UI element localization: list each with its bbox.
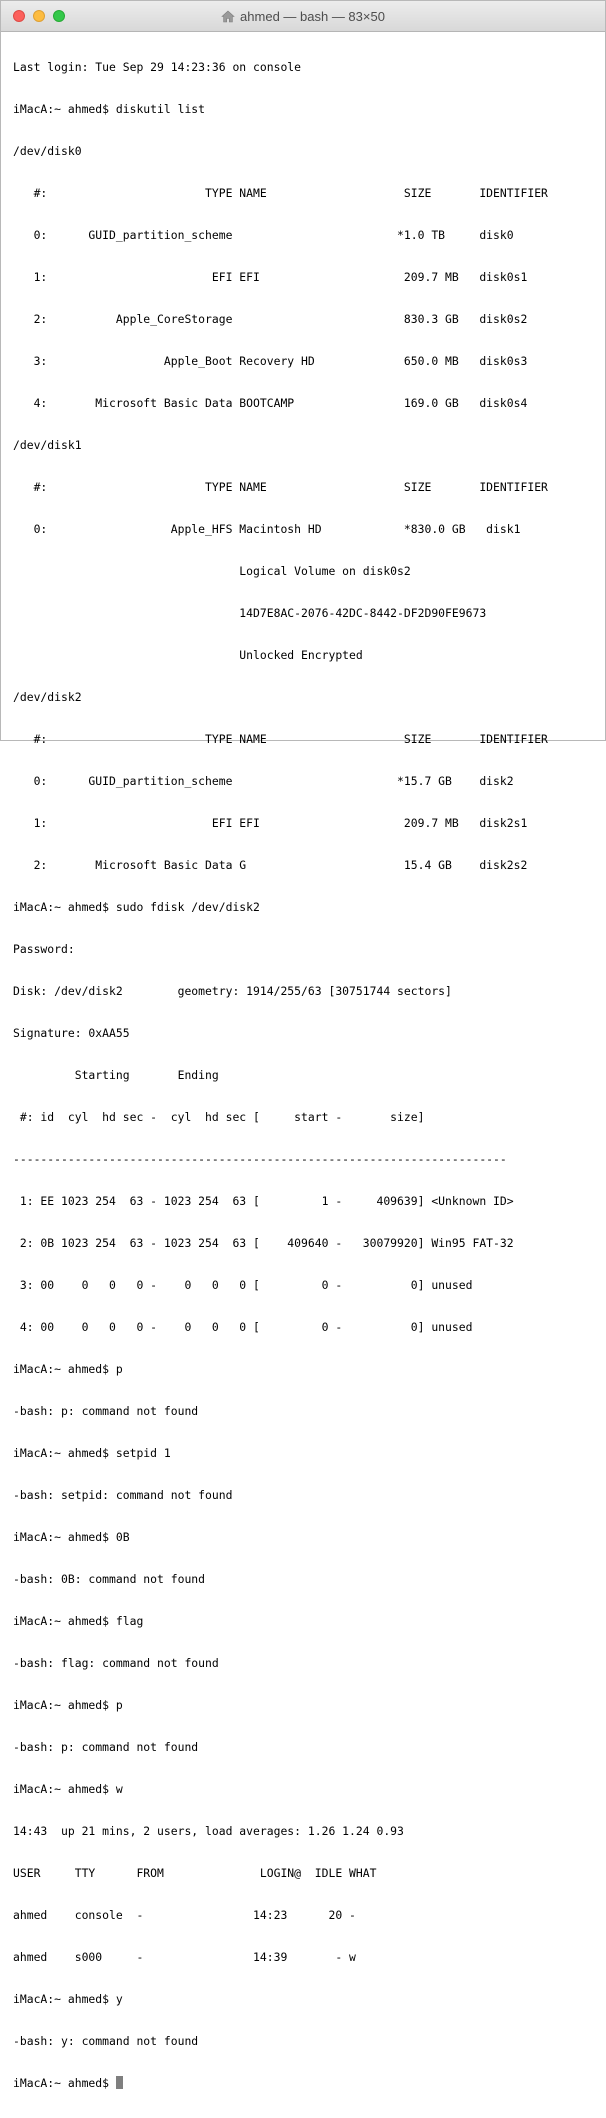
terminal-line: Logical Volume on disk0s2 bbox=[13, 564, 411, 578]
terminal-line: -bash: y: command not found bbox=[13, 2034, 199, 2048]
terminal-line: /dev/disk2 bbox=[13, 690, 82, 704]
window-title-container bbox=[1, 1, 605, 31]
title-bar[interactable] bbox=[1, 1, 605, 32]
terminal-line: #: TYPE NAME SIZE IDENTIFIER bbox=[13, 732, 548, 746]
terminal-line: 2: Microsoft Basic Data G 15.4 GB disk2s2 bbox=[13, 858, 528, 872]
terminal-line: ------------------------------------------------------------------------ bbox=[13, 1152, 507, 1166]
terminal-line: iMacA:~ ahmed$ y bbox=[13, 1992, 123, 2006]
terminal-line: iMacA:~ ahmed$ flag bbox=[13, 1614, 144, 1628]
terminal-line: #: TYPE NAME SIZE IDENTIFIER bbox=[13, 186, 548, 200]
terminal-line: -bash: p: command not found bbox=[13, 1404, 199, 1418]
prompt-line[interactable] bbox=[13, 2076, 599, 2090]
window-title: ahmed — bash — 83×50 bbox=[240, 8, 385, 24]
terminal-line: iMacA:~ ahmed$ p bbox=[13, 1362, 123, 1376]
terminal-line: iMacA:~ ahmed$ sudo fdisk /dev/disk2 bbox=[13, 900, 260, 914]
terminal-line: ahmed s000 - 14:39 - w bbox=[13, 1950, 356, 1964]
terminal-line: USER TTY FROM LOGIN@ IDLE WHAT bbox=[13, 1866, 377, 1880]
terminal-line: #: id cyl hd sec - cyl hd sec [ start - size] bbox=[13, 1110, 425, 1124]
terminal-line: Password: bbox=[13, 942, 75, 956]
terminal-line: 2: 0B 1023 254 63 - 1023 254 63 [ 409640 - 30079920] Win95 FAT-32 bbox=[13, 1236, 514, 1250]
terminal-line: 3: Apple_Boot Recovery HD 650.0 MB disk0s3 bbox=[13, 354, 528, 368]
terminal-line: iMacA:~ ahmed$ 0B bbox=[13, 1530, 130, 1544]
shell-prompt: iMacA:~ ahmed$ bbox=[13, 2076, 116, 2090]
terminal-line: -bash: flag: command not found bbox=[13, 1656, 219, 1670]
terminal-line: 4: 00 0 0 0 - 0 0 0 [ 0 - 0] unused bbox=[13, 1320, 473, 1334]
terminal-line: /dev/disk0 bbox=[13, 144, 82, 158]
terminal-line: ahmed console - 14:23 20 - bbox=[13, 1908, 356, 1922]
terminal-line: iMacA:~ ahmed$ w bbox=[13, 1782, 123, 1796]
terminal-line: 1: EE 1023 254 63 - 1023 254 63 [ 1 - 409639] <Unknown ID> bbox=[13, 1194, 514, 1208]
text-cursor bbox=[116, 2076, 123, 2089]
terminal-line: Starting Ending bbox=[13, 1068, 219, 1082]
terminal-line: 1: EFI EFI 209.7 MB disk0s1 bbox=[13, 270, 528, 284]
terminal-line: 1: EFI EFI 209.7 MB disk2s1 bbox=[13, 816, 528, 830]
terminal-line: 3: 00 0 0 0 - 0 0 0 [ 0 - 0] unused bbox=[13, 1278, 473, 1292]
terminal-line: iMacA:~ ahmed$ setpid 1 bbox=[13, 1446, 171, 1460]
terminal-line: -bash: 0B: command not found bbox=[13, 1572, 206, 1586]
terminal-line: 14D7E8AC-2076-42DC-8442-DF2D90FE9673 bbox=[13, 606, 487, 620]
terminal-line: /dev/disk1 bbox=[13, 438, 82, 452]
terminal-line: -bash: p: command not found bbox=[13, 1740, 199, 1754]
terminal-line: 0: Apple_HFS Macintosh HD *830.0 GB disk1 bbox=[13, 522, 521, 536]
terminal-line: 0: GUID_partition_scheme *15.7 GB disk2 bbox=[13, 774, 514, 788]
terminal-line: Last login: Tue Sep 29 14:23:36 on console bbox=[13, 60, 302, 74]
terminal-line: 2: Apple_CoreStorage 830.3 GB disk0s2 bbox=[13, 312, 528, 326]
terminal-line: iMacA:~ ahmed$ p bbox=[13, 1698, 123, 1712]
terminal-line: 14:43 up 21 mins, 2 users, load averages: 1.26 1.24 0.93 bbox=[13, 1824, 404, 1838]
terminal-line: #: TYPE NAME SIZE IDENTIFIER bbox=[13, 480, 548, 494]
home-icon bbox=[221, 10, 235, 23]
terminal-line: -bash: setpid: command not found bbox=[13, 1488, 233, 1502]
terminal-line: 0: GUID_partition_scheme *1.0 TB disk0 bbox=[13, 228, 514, 242]
terminal-line: 4: Microsoft Basic Data BOOTCAMP 169.0 GB disk0s4 bbox=[13, 396, 528, 410]
terminal-line: Disk: /dev/disk2 geometry: 1914/255/63 [30751744 sectors] bbox=[13, 984, 452, 998]
terminal-line: Signature: 0xAA55 bbox=[13, 1026, 130, 1040]
terminal-output[interactable] bbox=[13, 32, 599, 2090]
terminal-line: Unlocked Encrypted bbox=[13, 648, 363, 662]
terminal-line: iMacA:~ ahmed$ diskutil list bbox=[13, 102, 206, 116]
